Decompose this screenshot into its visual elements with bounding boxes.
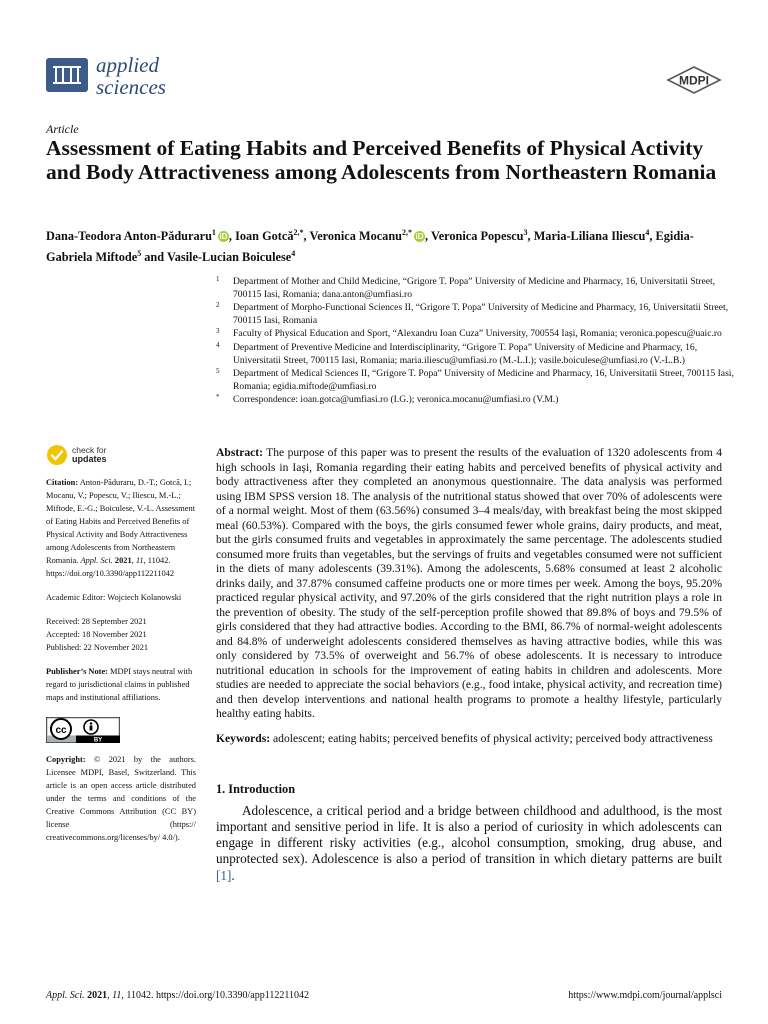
journal-name-line2: sciences [96,75,166,99]
journal-name-line1: applied [96,53,159,77]
mdpi-logo [666,66,722,94]
copyright-text: © 2021 by the authors. Licensee MDPI, Basel, Switzerland. This article is an open access article distributed under the terms and conditions of the Creative Commons Attribution (CC BY) license (https:// creativecommons.org/licenses/by/ 4.0/). [46,755,196,842]
author-separator: and [141,250,167,265]
author-affiliation-marker: 2,* [402,228,413,237]
publisher-note-label: Publisher’s Note: [46,667,108,676]
journal-logo-icon [46,58,88,92]
citation-doi-link[interactable]: , 11042. https://doi.org/10.3390/app112211042 [46,556,175,578]
introduction-paragraph [216,803,722,884]
footer-volume: , 11 [107,990,122,1001]
reference-link[interactable]: [1] [216,867,232,883]
author-name: Vasile-Lucian Boiculese [166,250,292,265]
author-separator: , [425,229,431,244]
affiliation-text: Correspondence: ioan.gotca@umfiasi.ro (I.G.); veronica.mocanu@umfiasi.ro (V.M.) [233,394,559,406]
affiliations-list [216,276,736,408]
section-heading-introduction: 1. Introduction [216,782,296,796]
academic-editor: Academic Editor: Wojciech Kolanowski [46,593,182,602]
author-affiliation-marker: 5 [137,249,142,259]
footer-doi-link[interactable]: , 11042. https://doi.org/10.3390/app112211042 [121,990,309,1001]
author-separator: , [527,229,534,244]
affiliation-text: Department of Morpho-Functional Sciences II, “Grigore T. Popa” University of Medicine and Pharmacy, 16, Universitatii Street, 700115 Iasi, Romania [233,302,729,326]
affiliation-text: Department of Medical Sciences II, “Grigore T. Popa” University of Medicine and Pharmacy, 16, Universitatii Street, 700115 Iasi, Romania; egidia.miftode@umfiasi.ro [233,368,734,392]
received-date: Received: 28 September 2021 [46,617,147,626]
dates-block [46,615,196,654]
check-updates-icon [46,444,68,466]
affiliation-text: Faculty of Physical Education and Sport, “Alexandru Ioan Cuza” University, 700554 Iași, Romania; veronica.popescu@uaic.ro [233,328,722,340]
footer-year: 2021 [84,990,108,1001]
svg-text:cc: cc [55,725,67,736]
author-affiliation-marker: 3 [523,228,528,237]
affiliation-item [216,368,736,393]
affiliation-item [216,342,736,367]
author-name: Dana-Teodora Anton-Păduraru [46,229,212,244]
affiliation-number: 4 [216,340,220,349]
keywords [216,732,722,747]
page-title: Assessment of Eating Habits and Perceived Benefits of Physical Activity and Body Attractiveness among Adolescents from Northeastern Romania [46,136,717,184]
article-type: Article [46,122,79,136]
citation-block [46,476,196,580]
affiliation-item [216,302,736,327]
keywords-text: adolescent; eating habits; perceived benefits of physical activity; perceived body attractiveness [270,731,713,745]
publisher-note [46,665,196,704]
affiliation-number: 1 [216,275,220,283]
accepted-date: Accepted: 18 November 2021 [46,630,147,639]
author-name: Maria-Liliana Iliescu [533,229,646,244]
abstract [216,446,722,722]
author-separator: , [649,229,656,244]
author-separator: , [303,229,310,244]
cc-by-license-icon[interactable] [46,717,120,743]
author-affiliation-marker: 4 [645,228,650,237]
author-list [46,224,726,266]
sidebar [46,444,196,844]
check-updates-line2: updates [72,454,107,464]
keywords-label: Keywords: [216,731,271,745]
author-affiliation-marker: 4 [291,249,296,259]
abstract-label: Abstract: [216,446,264,459]
cc-by-text: BY [93,737,103,743]
author-affiliation-marker: 2,* [293,228,304,237]
citation-year: 2021 [112,556,132,565]
footer-citation [46,990,309,1001]
author-name: Ioan Gotcă [235,229,294,244]
copyright-label: Copyright: [46,755,86,764]
author-name: Veronica Popescu [430,229,524,244]
published-date: Published: 22 November 2021 [46,643,149,652]
check-for-updates-button[interactable] [46,444,196,466]
footer-journal-url[interactable]: https://www.mdpi.com/journal/applsci [568,990,722,1001]
citation-text: Anton-Păduraru, D.-T.; Gotcă, I.; Mocanu, V.; Popescu, V.; Iliescu, M.-L.; Miftode, E.-G.; Boiculese, V.-L. Assessment of Eating Habits and Perceived Benefits of Physical Activity and Body Attractiveness among Adolescents from Northeastern Romania. [46,478,196,565]
affiliation-item [216,328,736,341]
author-name: Egidia-Gabriela Miftode [46,229,694,265]
citation-journal: Appl. Sci. [80,556,113,565]
orcid-icon[interactable]: iD [219,232,228,242]
author-affiliation-marker: 1 [211,228,216,237]
affiliation-number: 3 [216,327,220,336]
affiliation-text: Department of Mother and Child Medicine, “Grigore T. Popa” University of Medicine and Pharmacy, 16, Universitatii Street, 700115 Iasi, Romania; dana.anton@umfiasi.ro [233,276,716,300]
affiliation-text: Department of Preventive Medicine and Interdisciplinarity, “Grigore T. Popa” University of Medicine and Pharmacy, 16, Universitatii Street, 700115 Iasi, Romania; maria.iliescu@umfiasi.ro (M.-L.I.); vasile.boiculese@umfiasi.ro (V.-L.B.) [233,341,698,366]
abstract-text: The purpose of this paper was to present the results of the evaluation of 1320 adolescents from 4 high schools in Iași, Romania regarding their eating habits and perceived benefits of physical activity and body attractiveness after they completed an anonymous questionnaire. The data analysis was performed using IBM SPSS version 18. The analysis of the nutritional status showed that over 70% of adolescents were of a normal weight. Most of them (63.56%) consumed 3–4 meals/day, with breakfast being the most skipped meal (60.53%). Compared with the boys, the girls consumed fewer whole grains, dairy products, and meat, but the girls consumed fruits and vegetables in approximately the same percentage. The adolescents studied consumed more fruits than vegetables, but the servings of fruits and vegetables consumed were not sufficient in the diets of many adolescents (39.31%). Among the adolescents, 5.68% consumed at least 2 alcoholic drinks daily, and 37.87% consumed caffeine products one or more times per week. Among the boys, 95.20% practiced regular physical activity, and 97.20% of the girls considered that the right nutrition plays a role in the prevention of obesity. The study of the self-perception profile showed that 89.8% of boys and 79.5% of girls considered that they had attractive bodies. According to the BMI, 86.7% of normal-weight adolescents and 84.8% of underweight adolescents considered themselves as having attractive bodies, while this was only considered by 73.5% of overweight and 56.7% of obese adolescents. It is necessary to introduce nutritional education in schools for the improvement of eating habits in children and adolescents. More studies are needed to appreciate the social behaviors (e.g., food intake, physical activity, and recreation time) and then develop interventions and national health programs to promote a healthy lifestyle, particularly healthy eating habits. [216,446,722,720]
journal-name [96,54,166,98]
affiliation-item [216,394,736,407]
affiliation-number: 5 [216,367,220,376]
citation-label: Citation: [46,478,79,487]
main-column [216,446,722,884]
footer-journal: Appl. Sci. [46,990,85,1001]
affiliation-item [216,276,736,301]
orcid-icon[interactable]: iD [415,232,424,242]
publisher-name: MDPI [679,73,709,88]
author-name: Veronica Mocanu [309,229,403,244]
copyright-block [46,753,196,844]
author-separator: , [228,229,236,244]
introduction-text: Adolescence, a critical period and a bridge between childhood and adulthood, is the most important and sensitive period in life. It is also a period of curiosity in which adolescents can engage in different risky activities (e.g., alcohol consumption, smoking, drug abuse, and unprotected sex). Adolescence is also a period of transition in which dietary patterns are built [216,802,722,867]
affiliation-number: 2 [216,301,220,310]
publisher-note-text: MDPI stays neutral with regard to jurisdictional claims in published maps and institutional affiliations. [46,667,193,702]
check-updates-line1: check for [72,445,107,455]
affiliation-number: * [216,393,220,402]
introduction-text-end: . [231,867,235,883]
citation-volume: , 11 [131,556,144,565]
